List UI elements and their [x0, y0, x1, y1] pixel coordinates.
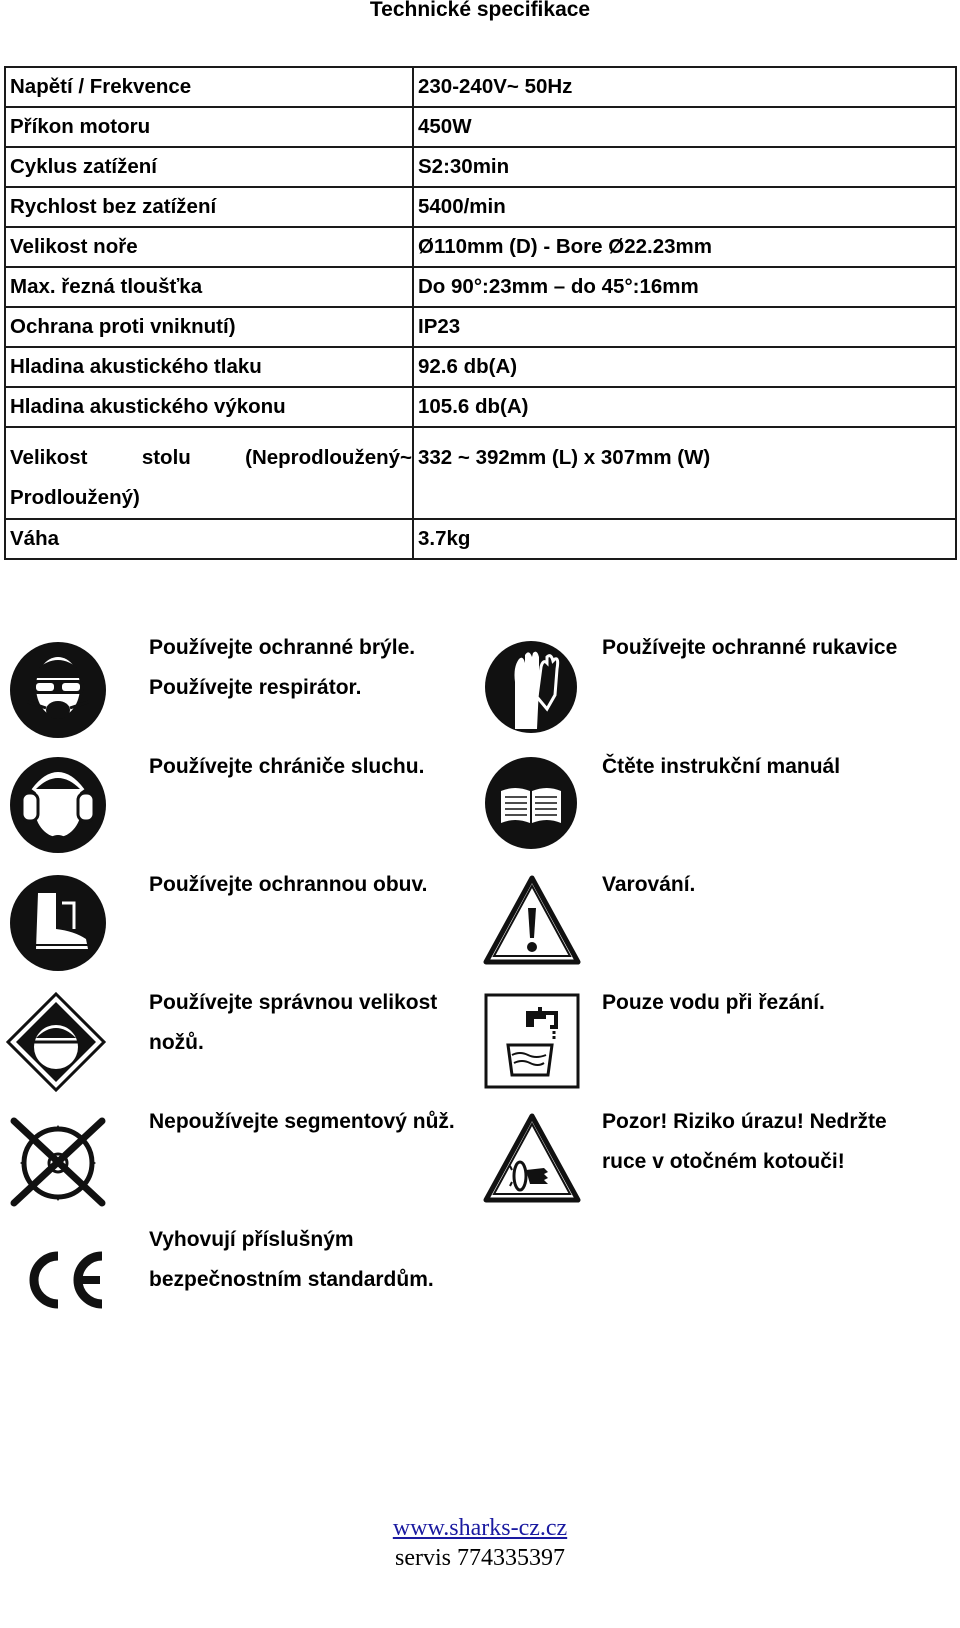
spec-value: S2:30min — [413, 147, 956, 187]
safety-text: bezpečnostním standardům. — [149, 1268, 434, 1291]
ear-protection-icon — [8, 755, 108, 855]
safety-boots-icon — [8, 873, 108, 973]
spec-label: Cyklus zatížení — [5, 147, 413, 187]
safety-label-goggles — [149, 628, 415, 708]
safety-label-water — [602, 983, 825, 1023]
spec-value: 450W — [413, 107, 956, 147]
safety-label-gloves — [602, 628, 897, 668]
table-row — [5, 267, 956, 307]
table-row — [5, 387, 956, 427]
service-phone: servis 774335397 — [395, 1545, 565, 1571]
safety-text: Používejte ochrannou obuv. — [149, 873, 428, 896]
table-row — [5, 347, 956, 387]
blade-size-icon — [6, 992, 106, 1092]
water-tap-icon — [484, 993, 584, 1093]
spec-label: Váha — [5, 519, 413, 559]
safety-label-blade-size — [149, 983, 437, 1063]
ce-mark-icon — [18, 1250, 118, 1350]
safety-label-hand-injury — [602, 1102, 887, 1182]
spec-label-line1 — [10, 438, 412, 478]
spec-value: Ø110mm (D) - Bore Ø22.23mm — [413, 227, 956, 267]
table-row — [5, 227, 956, 267]
spec-value: 332 ~ 392mm (L) x 307mm (W) — [413, 427, 956, 519]
specs-table — [4, 66, 957, 560]
table-row — [5, 187, 956, 227]
spec-label: Napětí / Frekvence — [5, 67, 413, 107]
spec-value: 105.6 db(A) — [413, 387, 956, 427]
warning-triangle-icon — [482, 870, 582, 970]
safety-label-no-segmented — [149, 1102, 455, 1142]
spec-label-word: Velikost — [10, 446, 88, 469]
safety-text: Pozor! Riziko úrazu! Nedržte — [602, 1110, 887, 1133]
spec-value: IP23 — [413, 307, 956, 347]
safety-text: Používejte chrániče sluchu. — [149, 755, 425, 778]
no-segmented-blade-icon — [8, 1117, 108, 1217]
gloves-icon — [485, 637, 585, 737]
spec-label-line2: Prodloužený) — [10, 486, 140, 509]
spec-label: Hladina akustického výkonu — [5, 387, 413, 427]
spec-label: Velikost noře — [5, 227, 413, 267]
spec-label: Hladina akustického tlaku — [5, 347, 413, 387]
safety-text: Používejte ochranné brýle. — [149, 636, 416, 659]
spec-label-word: stolu — [141, 446, 191, 469]
spec-label-word: (Neprodloužený~ — [245, 446, 412, 469]
website-link[interactable]: www.sharks-cz.cz — [392, 1515, 568, 1541]
safety-text: Používejte ochranné rukavice — [602, 636, 898, 659]
safety-text: Varování. — [602, 873, 696, 896]
safety-text: Nepoužívejte segmentový nůž. — [149, 1110, 455, 1133]
footer — [0, 1513, 960, 1573]
safety-label-boots — [149, 865, 427, 905]
spec-value: 230-240V~ 50Hz — [413, 67, 956, 107]
spec-label: Max. řezná tloušťka — [5, 267, 413, 307]
table-row — [5, 147, 956, 187]
table-row — [5, 67, 956, 107]
manual-book-icon — [485, 757, 585, 857]
safety-label-ear-protection — [149, 747, 424, 787]
spec-label: Rychlost bez zatížení — [5, 187, 413, 227]
spec-value: 3.7kg — [413, 519, 956, 559]
safety-text: Vyhovují příslušným — [149, 1228, 354, 1251]
spec-label — [5, 427, 413, 519]
safety-text: Pouze vodu při řezání. — [602, 991, 825, 1014]
table-row — [5, 307, 956, 347]
table-row — [5, 107, 956, 147]
spec-value: Do 90°:23mm – do 45°:16mm — [413, 267, 956, 307]
safety-text: ruce v otočném kotouči! — [602, 1150, 845, 1173]
safety-label-manual — [602, 747, 840, 787]
safety-text: Používejte respirátor. — [149, 676, 362, 699]
hand-injury-warning-icon — [482, 1108, 582, 1208]
spec-label: Ochrana proti vniknutí) — [5, 307, 413, 347]
goggles-respirator-icon — [8, 640, 108, 740]
safety-text: nožů. — [149, 1031, 204, 1054]
spec-label: Příkon motoru — [5, 107, 413, 147]
table-row — [5, 427, 956, 519]
page-title: Technické specifikace — [369, 0, 591, 21]
safety-label-ce — [149, 1220, 434, 1300]
safety-text: Používejte správnou velikost — [149, 991, 438, 1014]
spec-value: 92.6 db(A) — [413, 347, 956, 387]
safety-text: Čtěte instrukční manuál — [602, 755, 841, 778]
safety-label-warning — [602, 865, 695, 905]
spec-value: 5400/min — [413, 187, 956, 227]
table-row — [5, 519, 956, 559]
